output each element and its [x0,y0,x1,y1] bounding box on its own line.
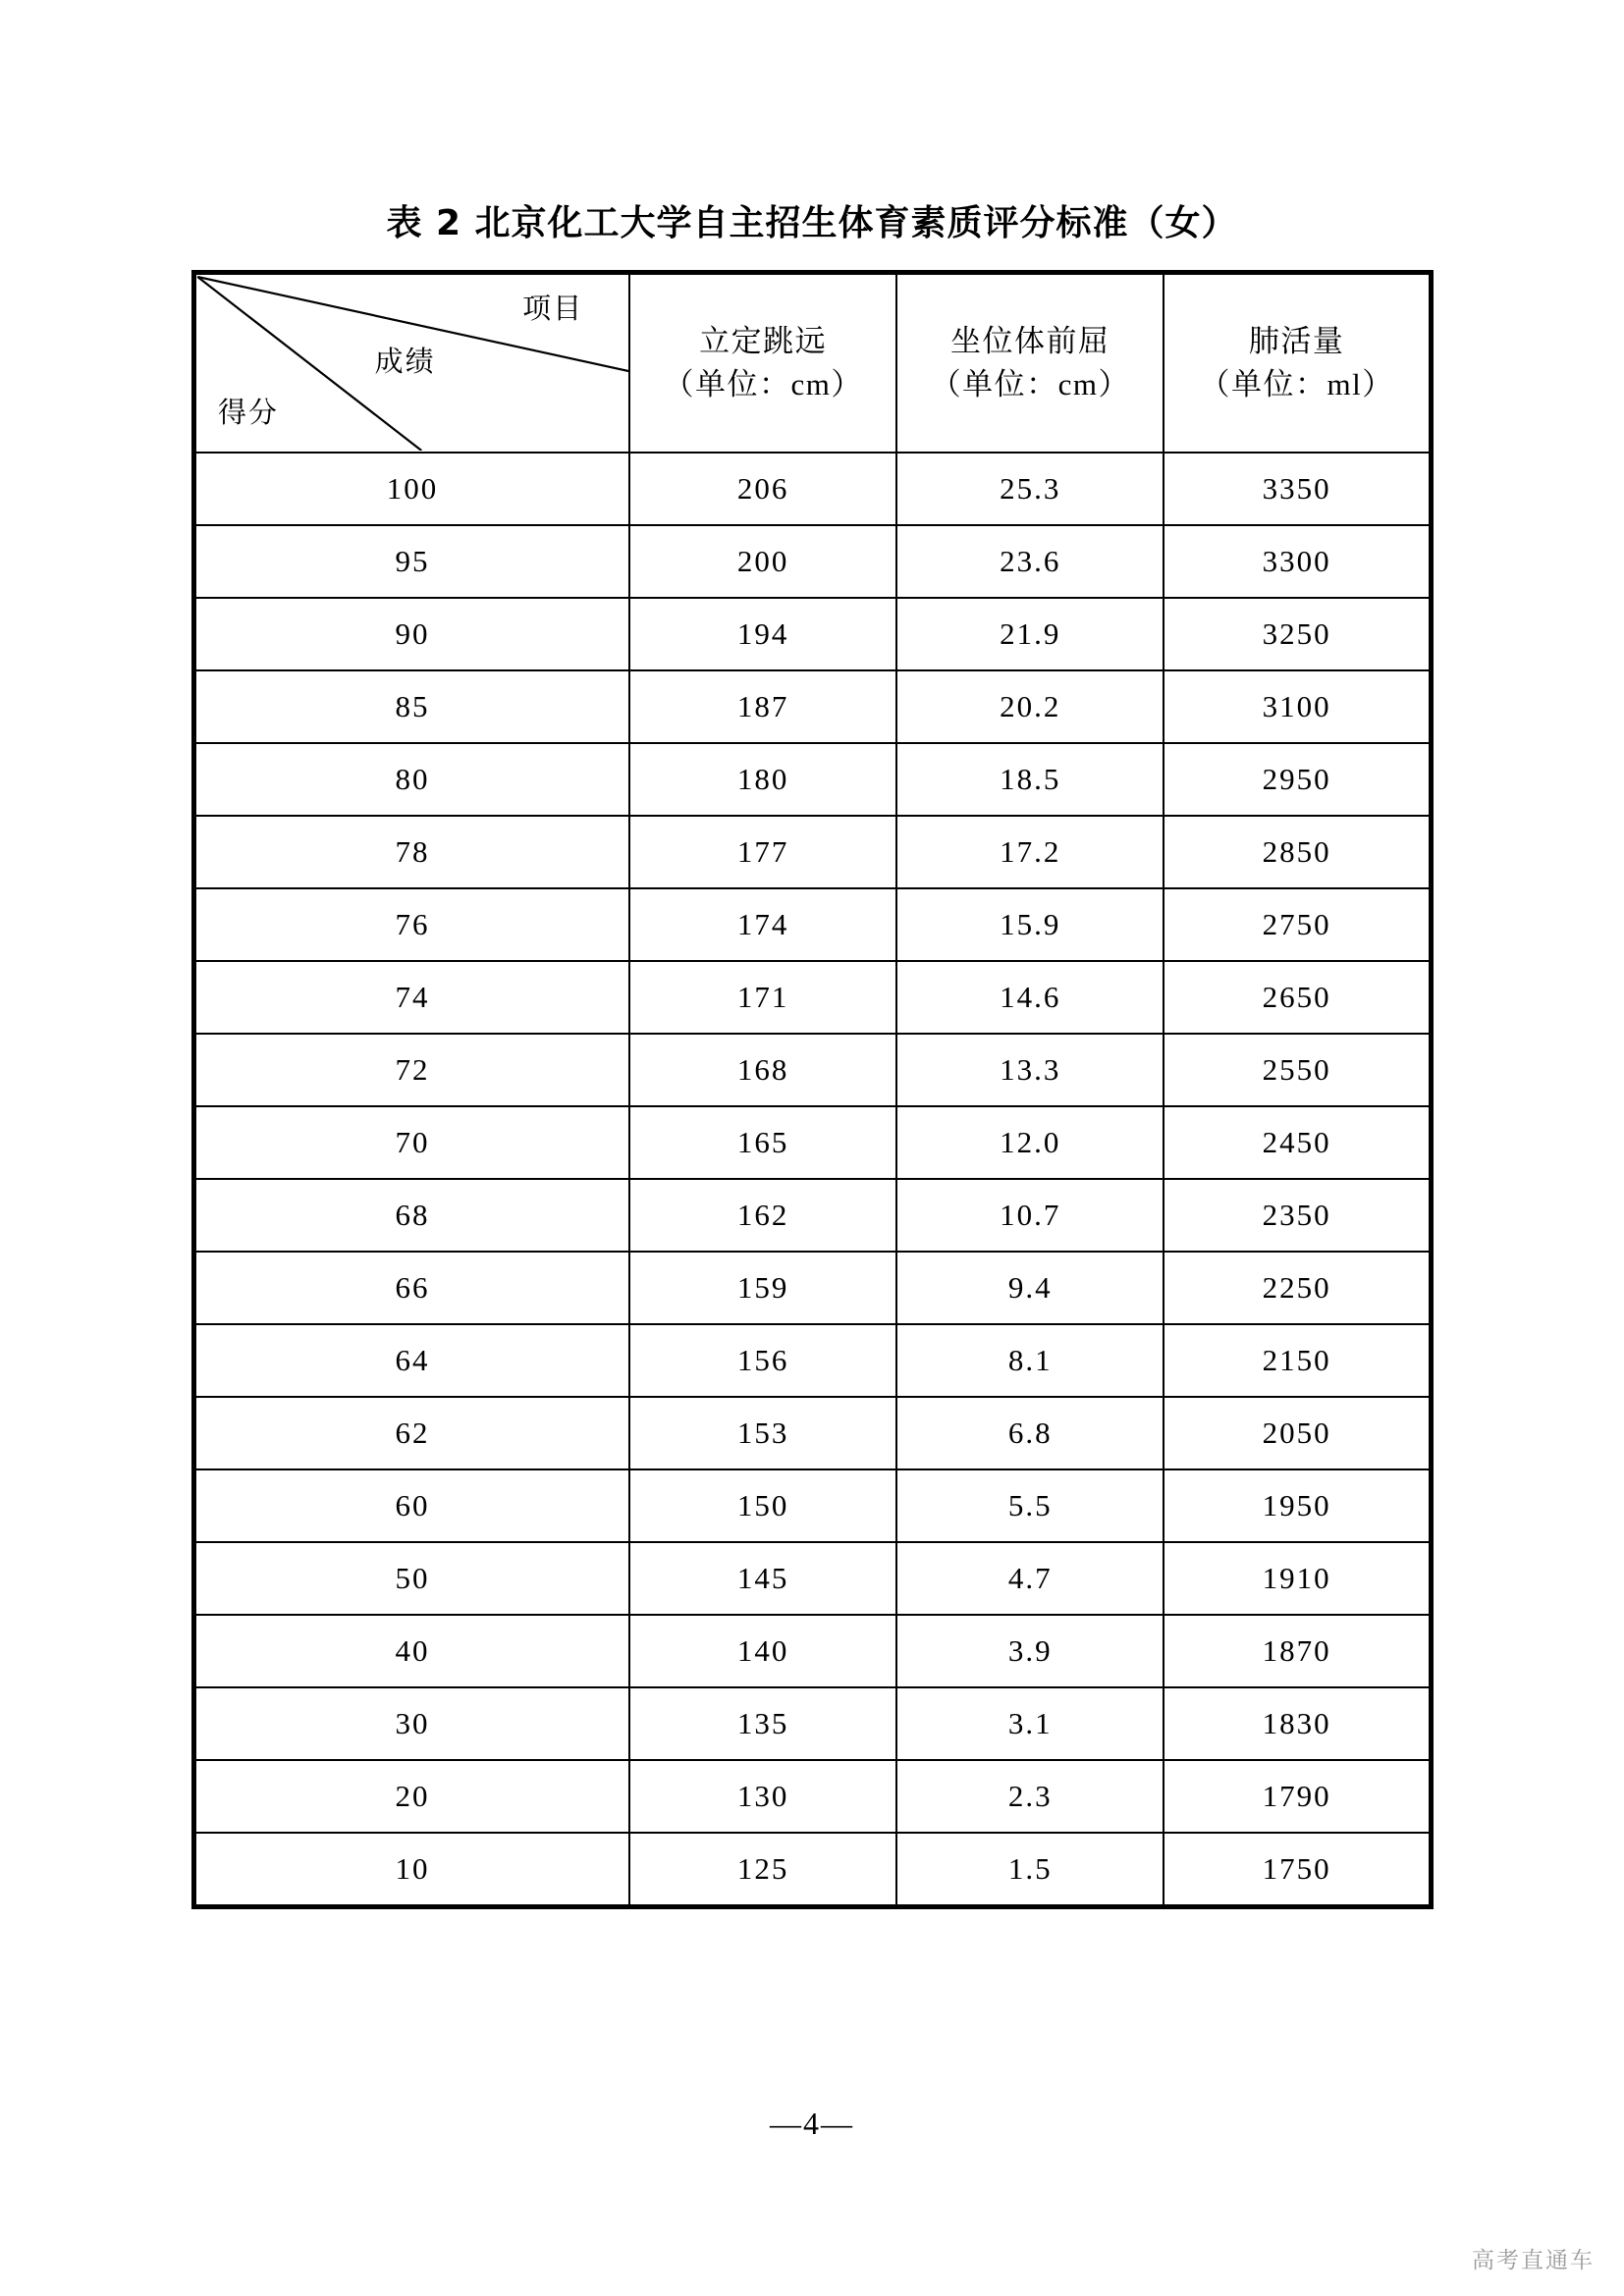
cell-vital-capacity: 3250 [1164,598,1431,670]
table-row [194,1397,1432,1469]
cell-sit-and-reach: 17.2 [896,816,1164,888]
cell-standing-long-jump: 159 [629,1252,896,1324]
cell-standing-long-jump: 130 [629,1760,896,1833]
cell-sit-and-reach: 10.7 [896,1179,1164,1252]
column-header-unit: （单位：ml） [1199,367,1394,401]
cell-score: 64 [194,1324,630,1397]
cell-standing-long-jump: 174 [629,888,896,961]
table-row [194,1469,1432,1542]
table-row [194,1034,1432,1106]
cell-vital-capacity: 2650 [1164,961,1431,1034]
cell-standing-long-jump: 165 [629,1106,896,1179]
diagonal-header-cell [194,273,630,454]
cell-standing-long-jump: 153 [629,1397,896,1469]
cell-vital-capacity: 3350 [1164,453,1431,525]
page-number: —4— [770,2106,854,2141]
table-row [194,1252,1432,1324]
cell-sit-and-reach: 18.5 [896,743,1164,816]
column-header-unit: （单位：cm） [663,367,863,401]
cell-score: 30 [194,1687,630,1760]
cell-vital-capacity: 2050 [1164,1397,1431,1469]
cell-vital-capacity: 2250 [1164,1252,1431,1324]
cell-vital-capacity: 1830 [1164,1687,1431,1760]
cell-standing-long-jump: 194 [629,598,896,670]
cell-vital-capacity: 2950 [1164,743,1431,816]
column-header-name: 肺活量 [1248,324,1345,358]
column-header-name: 坐位体前屈 [950,324,1110,358]
cell-vital-capacity: 2750 [1164,888,1431,961]
cell-score: 74 [194,961,630,1034]
cell-vital-capacity: 3100 [1164,670,1431,743]
watermark: 高考直通车 [1472,2248,1595,2273]
column-header-unit: （单位：cm） [930,367,1130,401]
column-header-vital-capacity [1164,273,1431,454]
corner-label-points: 得分 [218,398,280,429]
table-row [194,1542,1432,1615]
table-body [194,273,1432,1907]
cell-standing-long-jump: 125 [629,1833,896,1907]
table-row [194,1687,1432,1760]
column-header-standing-long-jump [629,273,896,454]
cell-sit-and-reach: 5.5 [896,1469,1164,1542]
cell-score: 80 [194,743,630,816]
corner-label-result: 成绩 [374,347,436,378]
cell-standing-long-jump: 162 [629,1179,896,1252]
cell-score: 62 [194,1397,630,1469]
cell-sit-and-reach: 15.9 [896,888,1164,961]
cell-score: 100 [194,453,630,525]
cell-standing-long-jump: 171 [629,961,896,1034]
cell-score: 50 [194,1542,630,1615]
cell-score: 78 [194,816,630,888]
table-row [194,1106,1432,1179]
cell-score: 76 [194,888,630,961]
cell-standing-long-jump: 156 [629,1324,896,1397]
cell-standing-long-jump: 206 [629,453,896,525]
table-row [194,453,1432,525]
cell-score: 20 [194,1760,630,1833]
cell-vital-capacity: 2550 [1164,1034,1431,1106]
cell-standing-long-jump: 145 [629,1542,896,1615]
cell-standing-long-jump: 200 [629,525,896,598]
cell-score: 60 [194,1469,630,1542]
cell-standing-long-jump: 177 [629,816,896,888]
cell-score: 40 [194,1615,630,1687]
cell-score: 70 [194,1106,630,1179]
cell-standing-long-jump: 187 [629,670,896,743]
cell-sit-and-reach: 8.1 [896,1324,1164,1397]
cell-score: 95 [194,525,630,598]
cell-standing-long-jump: 140 [629,1615,896,1687]
page-title: 表 2 北京化工大学自主招生体育素质评分标准（女） [386,203,1238,243]
physical-fitness-score-table [191,270,1434,1909]
cell-standing-long-jump: 168 [629,1034,896,1106]
table-header-row [194,273,1432,454]
cell-sit-and-reach: 25.3 [896,453,1164,525]
corner-label-item: 项目 [522,294,584,325]
cell-sit-and-reach: 20.2 [896,670,1164,743]
cell-sit-and-reach: 2.3 [896,1760,1164,1833]
cell-sit-and-reach: 3.9 [896,1615,1164,1687]
cell-sit-and-reach: 13.3 [896,1034,1164,1106]
table-row [194,1833,1432,1907]
cell-score: 10 [194,1833,630,1907]
cell-vital-capacity: 1910 [1164,1542,1431,1615]
cell-sit-and-reach: 12.0 [896,1106,1164,1179]
table-row [194,1615,1432,1687]
table-row [194,1179,1432,1252]
cell-standing-long-jump: 135 [629,1687,896,1760]
cell-score: 85 [194,670,630,743]
table-row [194,670,1432,743]
cell-score: 66 [194,1252,630,1324]
cell-vital-capacity: 1950 [1164,1469,1431,1542]
cell-sit-and-reach: 1.5 [896,1833,1164,1907]
table-row [194,816,1432,888]
cell-vital-capacity: 1790 [1164,1760,1431,1833]
cell-sit-and-reach: 4.7 [896,1542,1164,1615]
cell-sit-and-reach: 23.6 [896,525,1164,598]
cell-vital-capacity: 2850 [1164,816,1431,888]
cell-vital-capacity: 1750 [1164,1833,1431,1907]
cell-standing-long-jump: 150 [629,1469,896,1542]
table-row [194,961,1432,1034]
cell-sit-and-reach: 21.9 [896,598,1164,670]
cell-score: 72 [194,1034,630,1106]
cell-standing-long-jump: 180 [629,743,896,816]
column-header-sit-and-reach [896,273,1164,454]
table-row [194,888,1432,961]
cell-score: 90 [194,598,630,670]
table-row [194,743,1432,816]
cell-vital-capacity: 2350 [1164,1179,1431,1252]
table-row [194,598,1432,670]
cell-vital-capacity: 2450 [1164,1106,1431,1179]
table-row [194,1760,1432,1833]
cell-sit-and-reach: 14.6 [896,961,1164,1034]
column-header-name: 立定跳远 [699,324,828,358]
cell-vital-capacity: 2150 [1164,1324,1431,1397]
table-row [194,1324,1432,1397]
cell-vital-capacity: 1870 [1164,1615,1431,1687]
cell-sit-and-reach: 9.4 [896,1252,1164,1324]
table-row [194,525,1432,598]
cell-score: 68 [194,1179,630,1252]
cell-sit-and-reach: 3.1 [896,1687,1164,1760]
cell-sit-and-reach: 6.8 [896,1397,1164,1469]
cell-vital-capacity: 3300 [1164,525,1431,598]
